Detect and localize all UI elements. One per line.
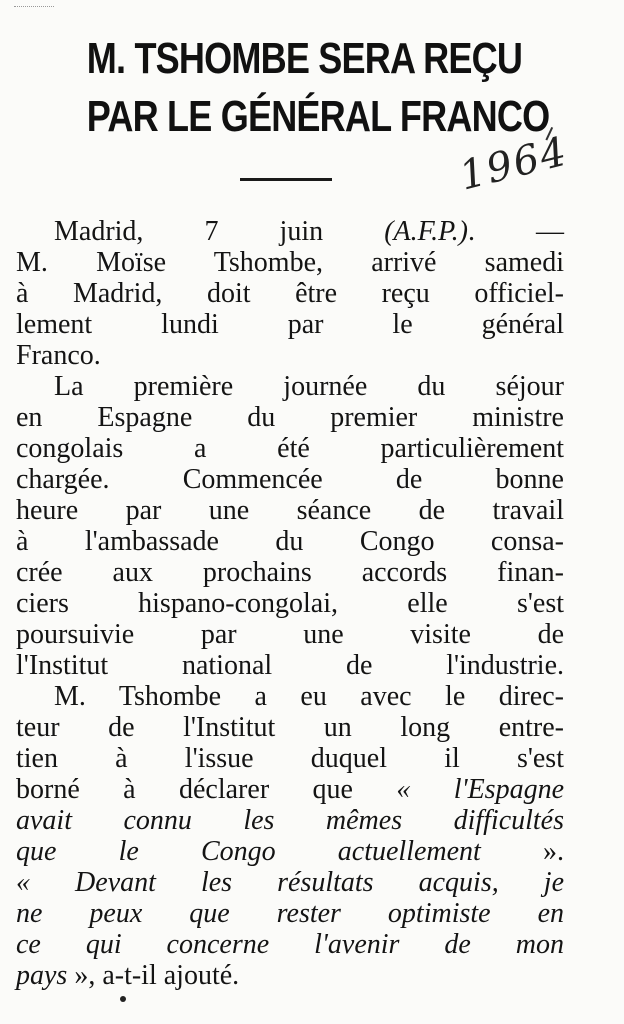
handwritten-year: 1964 <box>455 128 573 200</box>
scan-artifact <box>14 0 54 7</box>
quote-fragment: que le Congo actuellement <box>16 836 481 867</box>
quote-fragment: pays <box>16 960 68 991</box>
paragraph-3-cont <box>16 712 564 991</box>
agency: (A.F.P.) <box>384 216 468 247</box>
text-line: ciers hispano-congolai, elle s'est <box>16 588 564 619</box>
text-line: Franco. <box>16 340 101 371</box>
text-fragment: ». <box>480 836 565 867</box>
paragraph-2 <box>16 371 564 402</box>
headline-line-1: M. TSHOMBE SERA REÇU <box>86 34 523 83</box>
text-line <box>16 216 564 247</box>
text-line: chargée. Commencée de bonne <box>16 464 564 495</box>
paragraph-1 <box>16 216 564 247</box>
text-fragment: . — <box>467 216 564 247</box>
text-line <box>16 836 564 867</box>
article-body <box>16 216 564 991</box>
text-line <box>16 929 564 960</box>
paragraph-3 <box>16 681 564 712</box>
quote-fragment: ne peux que rester optimiste en <box>16 898 564 929</box>
text-line: M. Tshombe a eu avec le direc- <box>54 681 564 712</box>
text-line: heure par une séance de travail <box>16 495 564 526</box>
dateline: Madrid, 7 juin <box>54 216 385 247</box>
paragraph-1-cont <box>16 247 564 371</box>
text-line: l'Institut national de l'industrie. <box>16 650 564 681</box>
text-line: à Madrid, doit être reçu officiel- <box>16 278 564 309</box>
text-line: La première journée du séjour <box>54 371 564 402</box>
headline-rule <box>240 178 332 181</box>
quote-fragment: « Devant les résultats acquis, je <box>16 867 564 898</box>
text-line <box>16 774 564 805</box>
text-line <box>16 898 564 929</box>
text-line: à l'ambassade du Congo consa- <box>16 526 564 557</box>
text-line: crée aux prochains accords finan- <box>16 557 564 588</box>
ink-dot <box>120 996 126 1002</box>
text-fragment: », a-t-il ajouté. <box>67 960 240 991</box>
text-line <box>16 960 564 991</box>
text-line <box>16 805 564 836</box>
quote-fragment: « l'Espagne <box>396 774 564 805</box>
text-line: congolais a été particulièrement <box>16 433 564 464</box>
text-line: lement lundi par le général <box>16 309 564 340</box>
text-fragment: borné à déclarer que <box>16 774 397 805</box>
paragraph-2-cont <box>16 402 564 681</box>
quote-fragment: avait connu les mêmes difficultés <box>16 805 564 836</box>
quote-fragment: ce qui concerne l'avenir de mon <box>16 929 564 960</box>
headline <box>86 30 550 146</box>
text-line <box>16 867 564 898</box>
text-line: teur de l'Institut un long entre- <box>16 712 564 743</box>
text-line: M. Moïse Tshombe, arrivé samedi <box>16 247 564 278</box>
text-line: poursuivie par une visite de <box>16 619 564 650</box>
text-line: en Espagne du premier ministre <box>16 402 564 433</box>
headline-line-2: PAR LE GÉNÉRAL FRANCO <box>86 92 550 141</box>
text-line: tien à l'issue duquel il s'est <box>16 743 564 774</box>
